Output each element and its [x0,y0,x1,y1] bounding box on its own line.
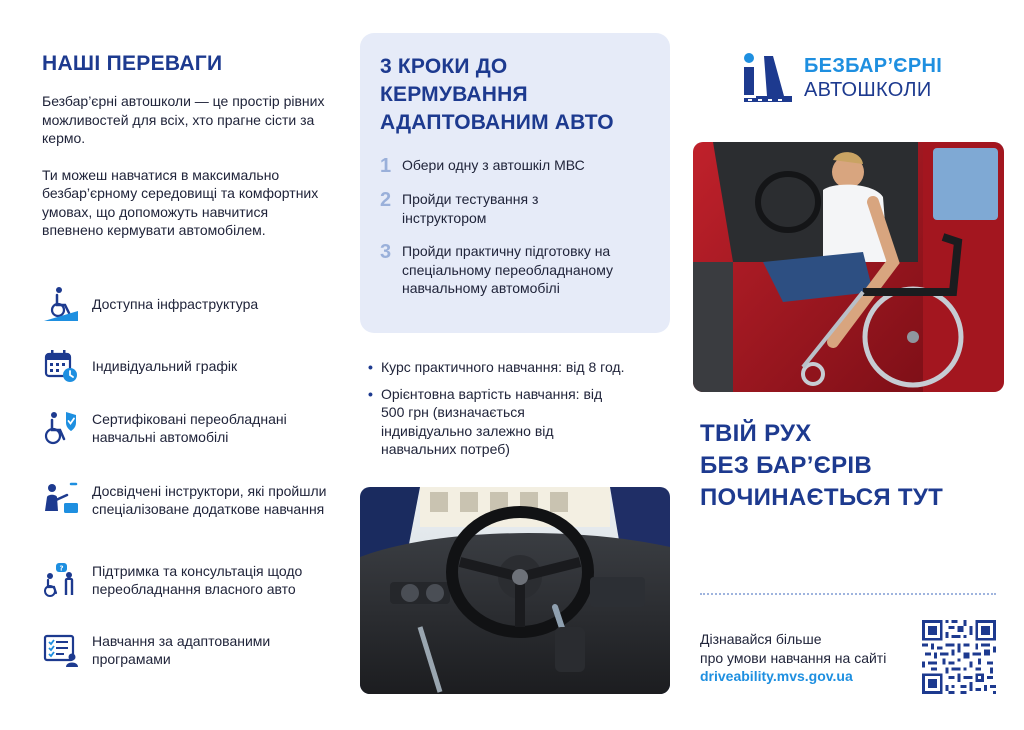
car-interior-photo [360,487,670,694]
advantage-label: Підтримка та консультація щодо переобладнання власного авто [92,562,303,597]
steps-title: 3 КРОКИ ДО КЕРМУВАННЯ АДАПТОВАНИМ АВТО [380,55,614,134]
advantage-label: Сертифіковані переобладнані навчальні автомобілі [92,410,287,445]
certified-wheelchair-icon [42,409,80,447]
slogan-line-3: ПОЧИНАЄТЬСЯ ТУТ [700,484,944,511]
step-number: 1 [380,155,392,177]
consultation-icon [42,561,80,599]
checklist-user-icon [42,631,80,669]
accessible-ramp-icon [42,285,80,323]
slogan [700,418,1000,514]
more-info [700,630,920,686]
step-item [380,242,660,298]
more-line-1: Дізнавайся більше [700,631,822,647]
dotted-divider [700,593,996,595]
calendar-clock-icon [42,347,80,385]
advantage-item [42,631,332,669]
advantage-label: Індивідуальний графік [92,357,238,374]
advantages-section [42,52,332,240]
step-text: Пройди тестування з інструктором [402,191,539,226]
advantages-title: НАШІ ПЕРЕВАГИ [42,52,223,75]
advantages-paragraph-1: Безбар’єрні автошколи — це простір рівних можливостей для всіх, хто прагне сісти за кермо. [42,93,325,146]
step-number: 2 [380,189,392,211]
more-line-2: про умови навчання на сайті [700,649,887,666]
advantage-label: Досвідчені інструктори, які пройшли спеціалізоване додаткове навчання [92,482,327,517]
course-info [368,358,668,467]
step-item [380,156,660,176]
advantage-item [42,409,332,447]
steps-card [360,33,670,333]
info-item: • Курс практичного навчання: від 8 год. [368,358,668,377]
slogan-line-2: БЕЗ БАР’ЄРІВ [700,452,872,479]
instructor-icon [42,481,80,519]
qr-code-icon[interactable] [922,620,996,694]
advantage-item [42,285,332,323]
advantage-label: Доступна інфраструктура [92,295,259,312]
slogan-line-1: ТВІЙ РУХ [700,420,812,447]
advantage-item [42,561,332,599]
brand-logo [740,48,970,108]
step-text: Пройди практичну підготовку на спеціальному переобладнаному навчальному автомобілі [402,243,613,296]
website-link[interactable]: driveability.mvs.gov.ua [700,668,853,684]
step-item [380,190,660,227]
step-text: Обери одну з автошкіл МВС [402,157,585,173]
logo-line-2: АВТОШКОЛИ [804,79,932,101]
svg-text:?: ? [59,564,64,573]
advantage-label: Навчання за адаптованими програмами [92,632,271,667]
logo-line-1: БЕЗБАР’ЄРНІ [804,55,943,77]
advantages-paragraph-2: Ти можеш навчатися в максимально безбар’єрному середовищі та комфортних умовах, що допоможуть навчитися впевнено кермувати автомобілем. [42,166,319,238]
logo-mark-icon [740,50,796,106]
advantage-item [42,347,332,385]
step-number: 3 [380,241,392,263]
wheelchair-car-photo [693,142,1004,392]
advantage-item [42,481,332,519]
info-item: • Орієнтовна вартість навчання: від 500 грн (визначається індивідуально залежно від навчальних потреб) [368,385,618,459]
